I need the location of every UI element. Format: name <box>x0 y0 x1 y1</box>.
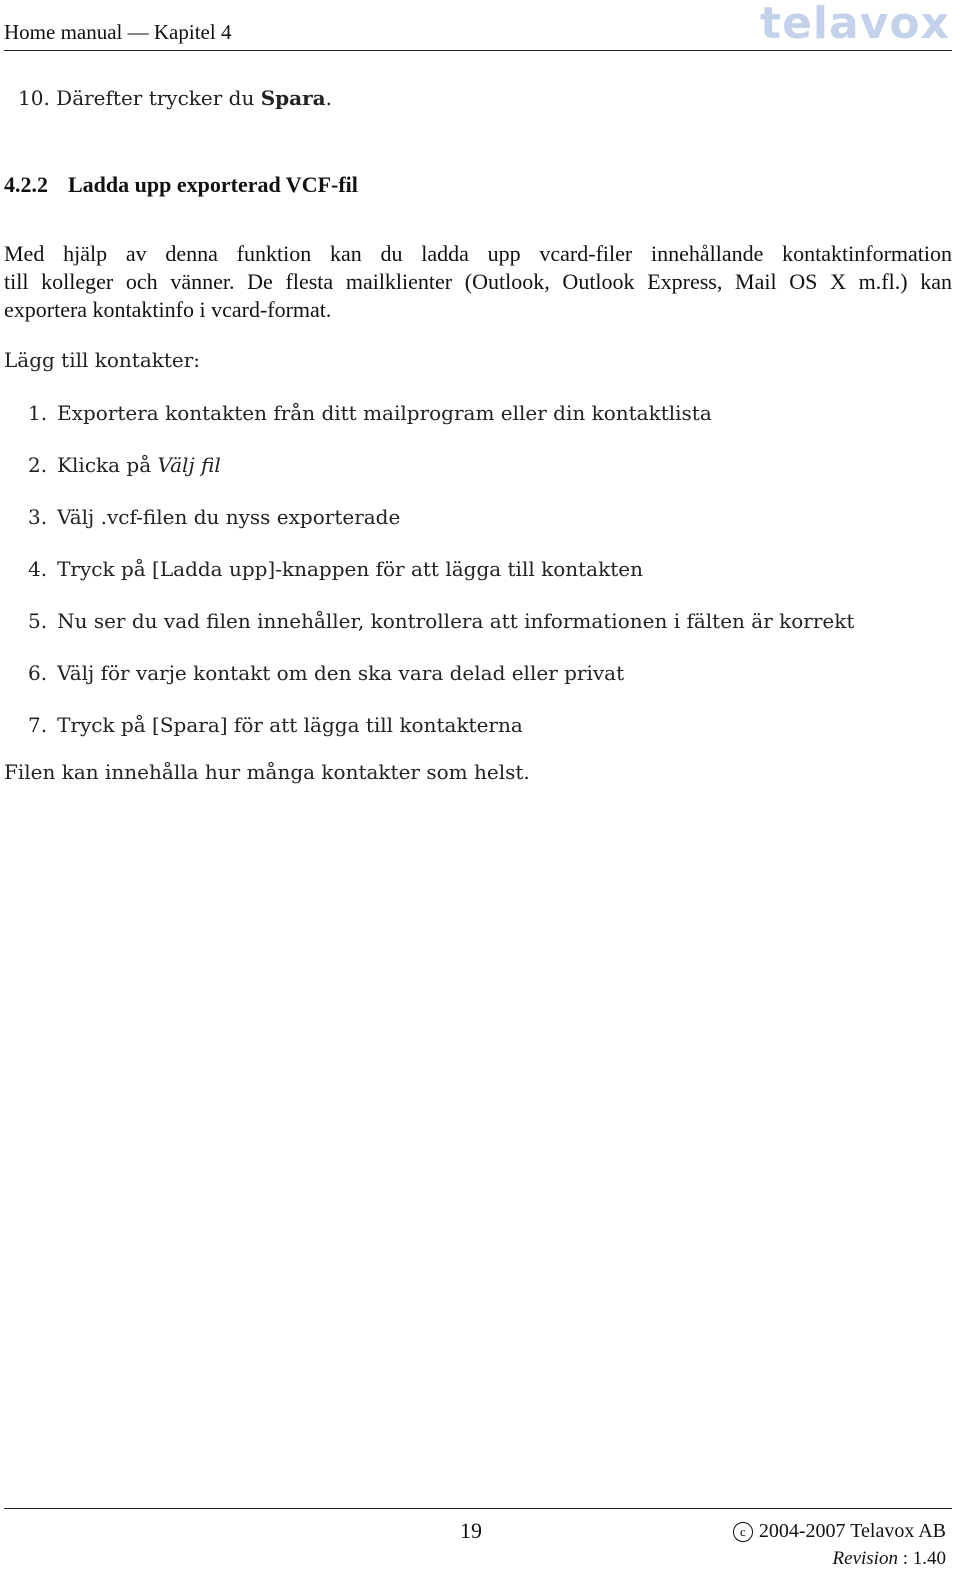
step-number: 7. <box>28 713 48 737</box>
copyright <box>733 1520 946 1543</box>
list-item <box>28 712 854 764</box>
step-10-suffix: . <box>325 86 332 110</box>
footer-divider <box>4 1508 952 1509</box>
list-item <box>28 504 854 556</box>
list-item <box>28 400 854 452</box>
add-contacts-label: Lägg till kontakter: <box>4 348 201 372</box>
list-item <box>28 660 854 712</box>
intro-line: exportera kontaktinfo i vcard-format. <box>4 297 332 322</box>
copyright-icon: c <box>733 1522 753 1542</box>
closing-text: Filen kan innehålla hur många kontakter som helst. <box>4 760 530 784</box>
step-text: Tryck på [Ladda upp]-knappen för att lägga till kontakten <box>57 557 643 581</box>
step-10-bold: Spara <box>260 86 326 110</box>
step-text: Nu ser du vad filen innehåller, kontrollera att informationen i fälten är korrekt <box>57 609 855 633</box>
step-10-text: 10. Därefter trycker du <box>18 86 261 110</box>
section-heading <box>4 172 358 198</box>
step-text: Exportera kontakten från ditt mailprogram eller din kontaktlista <box>57 401 712 425</box>
step-text: Tryck på [Spara] för att lägga till kontakterna <box>57 713 523 737</box>
step-number: 3. <box>28 505 48 529</box>
step-number: 5. <box>28 609 48 633</box>
revision-label: Revision <box>832 1548 898 1569</box>
step-number: 6. <box>28 661 48 685</box>
step-text: Klicka på <box>57 453 158 477</box>
step-number: 1. <box>28 401 48 425</box>
step-number: 2. <box>28 453 48 477</box>
revision-value: : 1.40 <box>897 1548 946 1569</box>
step-10 <box>18 86 332 110</box>
section-title: Ladda upp exporterad VCF-fil <box>68 172 358 197</box>
intro-paragraph <box>4 240 952 324</box>
list-item <box>28 452 854 504</box>
header-title: Home manual — Kapitel 4 <box>4 20 232 44</box>
step-text: Välj .vcf-filen du nyss exporterade <box>57 505 401 529</box>
step-number: 4. <box>28 557 48 581</box>
intro-line: Med hjälp av denna funktion kan du ladda upp vcard-filer innehållande kontaktinformation <box>4 241 952 266</box>
list-item <box>28 556 854 608</box>
steps-list <box>28 400 854 764</box>
revision <box>833 1548 946 1570</box>
step-italic-text: Välj fil <box>157 453 221 477</box>
list-item <box>28 608 854 660</box>
page-header <box>4 0 952 51</box>
page-number: 19 <box>460 1518 482 1543</box>
step-text: Välj för varje kontakt om den ska vara delad eller privat <box>57 661 625 685</box>
section-number: 4.2.2 <box>4 172 48 197</box>
copyright-text: 2004-2007 Telavox AB <box>758 1520 946 1542</box>
telavox-logo: telavox <box>760 0 950 49</box>
intro-line: till kolleger och vänner. De flesta mailklienter (Outlook, Outlook Express, Mail OS X m.fl.) kan <box>4 269 952 294</box>
